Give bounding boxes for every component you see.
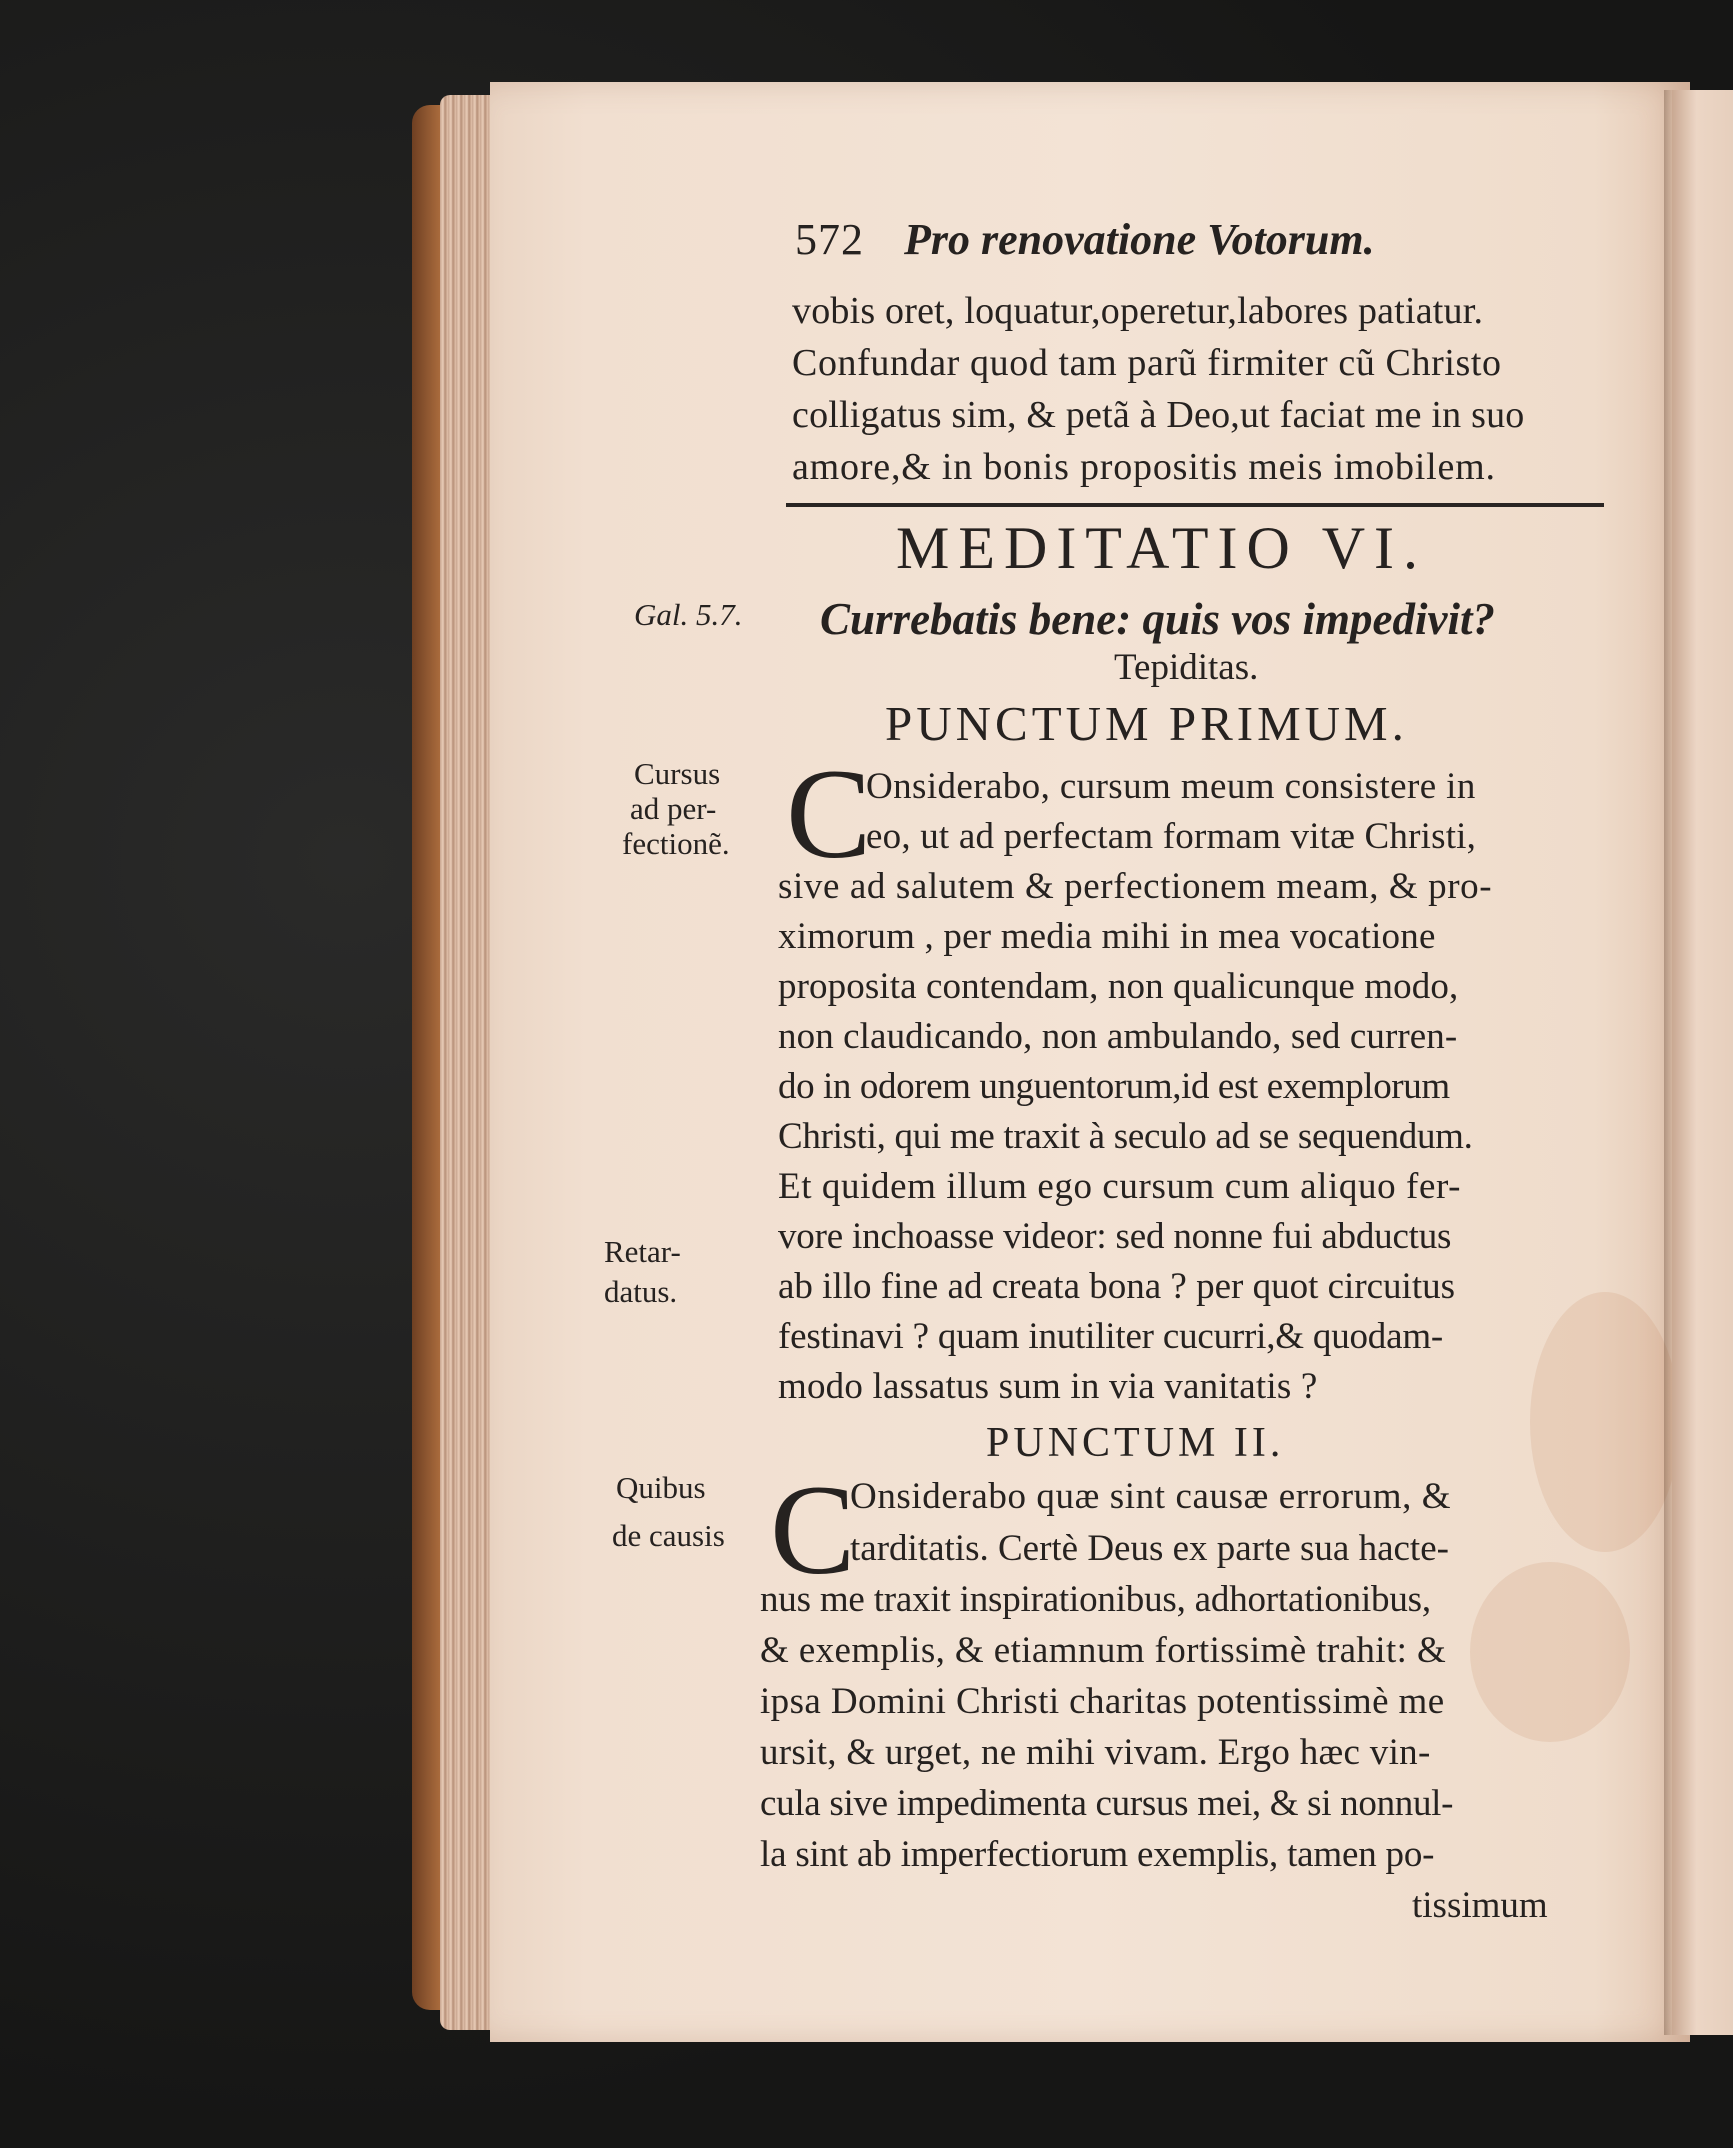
running-header (795, 214, 1375, 265)
text-line: non claudicando, non ambulando, sed curren- (778, 1016, 1458, 1057)
text-line: ximorum , per media mihi in mea vocatione (778, 916, 1436, 957)
margin-note: Cursus (634, 756, 721, 791)
text-line: proposita contendam, non qualicunque modo, (778, 966, 1459, 1007)
text-line: vore inchoasse videor: sed nonne fui abductus (778, 1216, 1452, 1257)
text-line: cula sive impedimenta cursus mei, & si nonnul- (760, 1783, 1454, 1824)
text-line: Et quidem illum ego cursum cum aliquo fer- (778, 1166, 1462, 1207)
margin-note: Quibus (616, 1470, 706, 1505)
meditation-title: MEDITATIO VI. (896, 515, 1428, 581)
page-number: 572 (795, 215, 864, 264)
punctum-primum-heading: PUNCTUM PRIMUM. (885, 696, 1408, 751)
text-line: do in odorem unguentorum,id est exemplorum (778, 1066, 1450, 1107)
text-line: ipsa Domini Christi charitas potentissimè me (760, 1681, 1445, 1722)
text-line: Onsiderabo, cursum meum consistere in (866, 766, 1476, 807)
text-line: colligatus sim, & petã à Deo,ut faciat me in suo (792, 394, 1525, 436)
meditation-subtitle: Tepiditas. (1114, 647, 1259, 688)
text-line: la sint ab imperfectiorum exemplis, tamen po- (760, 1834, 1435, 1875)
facing-page-edge (1672, 90, 1733, 2035)
text-line: Confundar quod tam parũ firmiter cũ Christo (792, 342, 1502, 384)
running-title: Pro renovatione Votorum. (904, 215, 1375, 264)
text-line: sive ad salutem & perfectionem meam, & pro- (778, 866, 1493, 907)
text-line: Onsiderabo quæ sint causæ errorum, & (850, 1476, 1452, 1517)
section-rule (786, 503, 1604, 507)
paper-stain (1530, 1292, 1680, 1552)
margin-note: datus. (604, 1274, 678, 1309)
punctum-secundum-heading: PUNCTUM II. (986, 1420, 1285, 1466)
drop-cap: C (786, 743, 872, 885)
text-line: nus me traxit inspirationibus, adhortationibus, (760, 1579, 1431, 1620)
catchword: tissimum (1412, 1885, 1548, 1926)
margin-note: de causis (612, 1518, 725, 1553)
text-line: ursit, & urget, ne mihi vivam. Ergo hæc vin- (760, 1732, 1431, 1773)
text-line: & exemplis, & etiamnum fortissimè trahit: & (760, 1630, 1447, 1671)
text-line: eo, ut ad perfectam formam vitæ Christi, (866, 816, 1477, 857)
paper-stain (1470, 1562, 1630, 1742)
text-line: ab illo fine ad creata bona ? per quot circuitus (778, 1266, 1456, 1307)
drop-cap: C (770, 1459, 856, 1601)
text-line: festinavi ? quam inutiliter cucurri,& quodam- (778, 1316, 1444, 1357)
text-line: tarditatis. Certè Deus ex parte sua hacte- (850, 1528, 1449, 1569)
scripture-reference: Gal. 5.7. (634, 597, 743, 632)
text-line: amore,& in bonis propositis meis imobilem. (792, 446, 1496, 488)
margin-note: ad per- (630, 791, 717, 826)
margin-note: Retar- (604, 1234, 681, 1269)
meditation-motto: Currebatis bene: quis vos impedivit? (820, 594, 1495, 644)
margin-note: fectionẽ. (622, 826, 730, 861)
text-line: modo lassatus sum in via vanitatis ? (778, 1366, 1318, 1407)
text-line: vobis oret, loquatur,operetur,labores patiatur. (792, 290, 1484, 332)
text-line: Christi, qui me traxit à seculo ad se sequendum. (778, 1116, 1473, 1157)
